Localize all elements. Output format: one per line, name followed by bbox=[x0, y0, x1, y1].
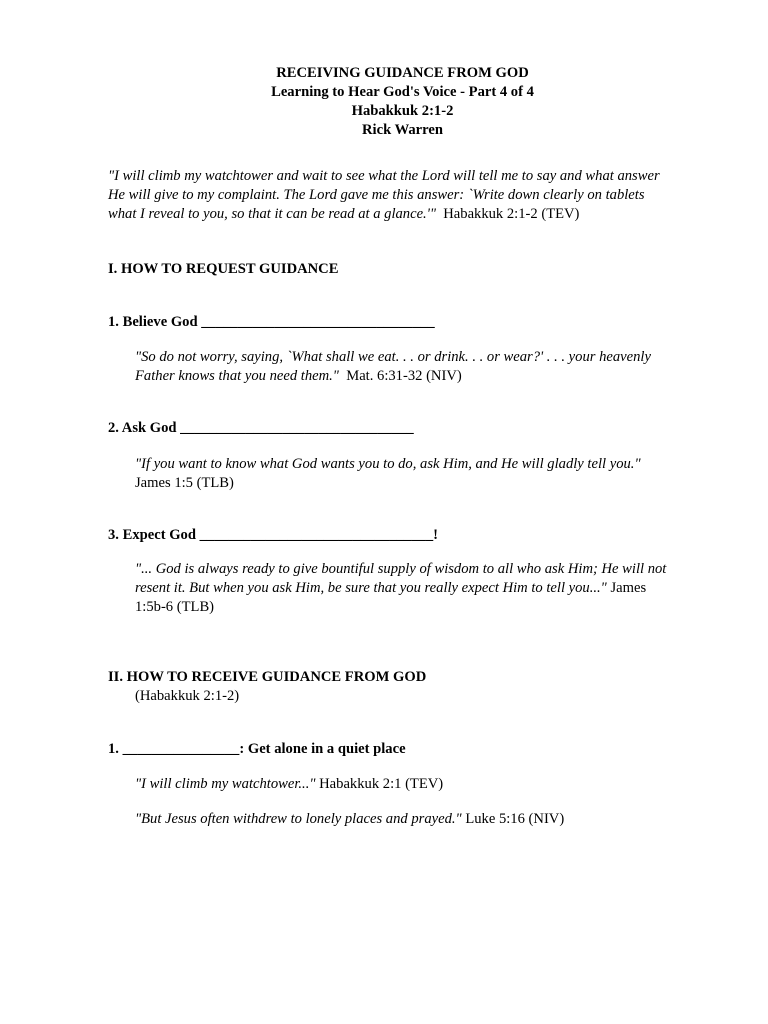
item-expect-god: 3. Expect God ________________________________! bbox=[108, 527, 438, 543]
quote-reference: James 1:5 (TLB) bbox=[135, 475, 234, 491]
quote-line: "I will climb my watchtower..." bbox=[135, 776, 316, 792]
document-title: RECEIVING GUIDANCE FROM GOD bbox=[276, 65, 529, 81]
item-quiet-place: 1. ________________: Get alone in a quiet place bbox=[108, 741, 406, 757]
quote-line: Father knows that you need them." bbox=[135, 368, 339, 384]
section2-heading: II. HOW TO RECEIVE GUIDANCE FROM GOD bbox=[108, 669, 427, 685]
quote-line: "... God is always ready to give bountiful supply of wisdom to all who ask Him; He will not bbox=[135, 561, 667, 577]
quote-expect-god bbox=[135, 560, 695, 617]
quote-reference: Mat. 6:31-32 (NIV) bbox=[346, 368, 462, 384]
quote-reference: Luke 5:16 (NIV) bbox=[465, 811, 565, 827]
quote-line: "If you want to know what God wants you to do, ask Him, and He will gladly tell you." bbox=[135, 456, 641, 472]
intro-quote-line: what I reveal to you, so that it can be read at a glance.'" bbox=[108, 206, 436, 222]
intro-quote-line: "I will climb my watchtower and wait to see what the Lord will tell me to say and what answer bbox=[108, 168, 660, 184]
quote-believe-god bbox=[135, 348, 695, 386]
header-scripture: Habakkuk 2:1-2 bbox=[351, 103, 454, 119]
item-believe-god: 1. Believe God ________________________________ bbox=[108, 314, 435, 330]
intro-quote-line: He will give to my complaint. The Lord gave me this answer: `Write down clearly on tablets bbox=[108, 187, 645, 203]
quote-reference: James bbox=[610, 580, 647, 596]
quote-lonely-places bbox=[135, 810, 695, 829]
section2-subheading: (Habakkuk 2:1-2) bbox=[135, 688, 240, 704]
intro-reference: Habakkuk 2:1-2 (TEV) bbox=[443, 206, 580, 222]
quote-reference: 1:5b-6 (TLB) bbox=[135, 599, 215, 615]
quote-line: "So do not worry, saying, `What shall we eat. . . or drink. . . or wear?' . . . your heavenly bbox=[135, 349, 651, 365]
document-header bbox=[0, 64, 768, 140]
quote-ask-god bbox=[135, 455, 695, 493]
section2-header bbox=[108, 668, 698, 706]
document-subtitle: Learning to Hear God's Voice - Part 4 of 4 bbox=[271, 84, 534, 100]
quote-line: "But Jesus often withdrew to lonely places and prayed." bbox=[135, 811, 462, 827]
section1-heading: I. HOW TO REQUEST GUIDANCE bbox=[108, 261, 339, 277]
quote-reference: Habakkuk 2:1 (TEV) bbox=[319, 776, 444, 792]
quote-line: resent it. But when you ask Him, be sure that you really expect Him to tell you..." bbox=[135, 580, 607, 596]
header-author: Rick Warren bbox=[362, 122, 443, 138]
quote-watchtower bbox=[135, 775, 695, 794]
intro-quote bbox=[108, 167, 698, 224]
item-ask-god: 2. Ask God ________________________________ bbox=[108, 420, 414, 436]
